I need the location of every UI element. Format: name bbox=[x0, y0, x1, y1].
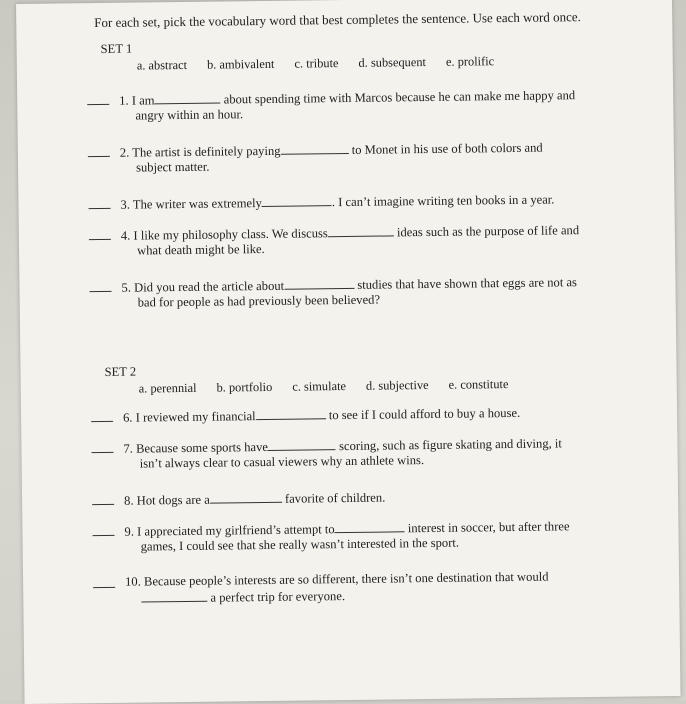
question-number: 7. bbox=[123, 441, 134, 456]
word-option: d. subjective bbox=[365, 377, 429, 393]
question-continuation: angry within an hour. bbox=[135, 107, 244, 123]
question-text-after: about spending time with Marcos because he can make me happy and bbox=[223, 88, 576, 107]
question-text-after: favorite of children. bbox=[284, 490, 386, 506]
question-text-before: The artist is definitely paying bbox=[132, 143, 281, 160]
question-6 bbox=[99, 402, 639, 426]
question-9 bbox=[100, 516, 640, 555]
fill-in-blank[interactable] bbox=[141, 589, 207, 603]
word-option: b. ambivalent bbox=[206, 56, 275, 72]
question-text-after: interest in soccer, but after three bbox=[407, 519, 570, 536]
question-continuation: games, I could see that she really wasn’t interested in the sport. bbox=[140, 535, 460, 554]
word-option: e. prolific bbox=[445, 54, 495, 69]
answer-blank-9[interactable] bbox=[92, 523, 114, 536]
set-2-title: SET 2 bbox=[104, 364, 137, 379]
question-4 bbox=[97, 220, 637, 259]
question-number: 2. bbox=[119, 145, 130, 160]
fill-in-blank[interactable] bbox=[328, 223, 394, 237]
question-number: 9. bbox=[124, 524, 135, 539]
question-text-after: ideas such as the purpose of life and bbox=[396, 223, 580, 240]
question-text-before: Because people’s interests are so different, there isn’t one destination that would bbox=[143, 569, 549, 589]
answer-blank-2[interactable] bbox=[88, 144, 110, 157]
word-option: b. portfolio bbox=[216, 379, 273, 395]
word-option: d. subsequent bbox=[358, 55, 427, 70]
answer-blank-4[interactable] bbox=[89, 227, 111, 240]
fill-in-blank[interactable] bbox=[262, 193, 332, 207]
question-text-after: studies that have shown that eggs are not as bbox=[357, 275, 577, 292]
question-7 bbox=[99, 433, 639, 472]
fill-in-blank[interactable] bbox=[335, 519, 405, 533]
question-text-after: to see if I could afford to buy a house. bbox=[328, 405, 521, 423]
word-option: c. tribute bbox=[294, 56, 339, 71]
question-text-before: Because some sports have bbox=[135, 439, 269, 456]
word-option: c. simulate bbox=[292, 379, 347, 394]
question-text-before: Did you read the article about bbox=[134, 278, 285, 295]
question-text-before: I appreciated my girlfriend’s attempt to bbox=[137, 522, 335, 539]
set-1 bbox=[94, 35, 637, 311]
question-10 bbox=[101, 568, 641, 607]
fill-in-blank[interactable] bbox=[154, 91, 220, 105]
question-continuation: bad for people as had previously been believed? bbox=[137, 292, 381, 310]
worksheet-content bbox=[94, 8, 641, 627]
question-continuation: isn’t always clear to casual viewers why an athlete wins. bbox=[139, 453, 425, 471]
fill-in-blank[interactable] bbox=[210, 490, 282, 504]
instructions: For each set, pick the vocabulary word that best completes the sentence. Use each word once. bbox=[94, 9, 581, 31]
question-number: 6. bbox=[123, 410, 133, 425]
question-1 bbox=[95, 85, 635, 124]
question-text-before: Hot dogs are a bbox=[136, 492, 210, 508]
question-8 bbox=[100, 485, 640, 509]
question-text-after: scoring, such as figure skating and diving, it bbox=[338, 436, 562, 454]
question-number: 1. bbox=[119, 93, 129, 108]
set-2 bbox=[98, 358, 641, 607]
question-number: 3. bbox=[120, 197, 131, 212]
question-text-after: to Monet in his use of both colors and bbox=[351, 140, 543, 157]
answer-blank-1[interactable] bbox=[87, 92, 109, 105]
question-text-after: . I can’t imagine writing ten books in a year. bbox=[331, 192, 555, 210]
question-text-before: I am bbox=[131, 93, 155, 108]
question-2 bbox=[96, 137, 636, 176]
fill-in-blank[interactable] bbox=[284, 276, 354, 290]
answer-blank-5[interactable] bbox=[89, 279, 111, 292]
answer-blank-3[interactable] bbox=[88, 196, 110, 209]
worksheet-page bbox=[16, 0, 681, 704]
word-option: a. abstract bbox=[136, 57, 188, 73]
question-continuation: subject matter. bbox=[135, 159, 210, 175]
word-option: a. perennial bbox=[138, 380, 197, 396]
set-1-title: SET 1 bbox=[100, 41, 133, 56]
fill-in-blank[interactable] bbox=[256, 406, 326, 420]
word-option: e. constitute bbox=[448, 377, 509, 392]
question-number: 8. bbox=[124, 493, 134, 508]
fill-in-blank[interactable] bbox=[268, 437, 336, 451]
answer-blank-8[interactable] bbox=[92, 492, 114, 505]
question-number: 5. bbox=[121, 280, 132, 295]
question-number: 10. bbox=[125, 574, 141, 589]
question-3 bbox=[96, 189, 636, 213]
answer-blank-10[interactable] bbox=[93, 575, 115, 588]
answer-blank-6[interactable] bbox=[91, 409, 113, 422]
fill-in-blank[interactable] bbox=[280, 141, 348, 155]
question-text-before: I reviewed my financial bbox=[135, 409, 256, 425]
question-text-before: I like my philosophy class. We discuss bbox=[133, 226, 328, 243]
question-continuation: a perfect trip for everyone. bbox=[210, 589, 346, 605]
question-continuation: what death might be like. bbox=[136, 241, 265, 258]
question-text-before: The writer was extremely bbox=[132, 196, 262, 212]
answer-blank-7[interactable] bbox=[91, 440, 113, 453]
question-5 bbox=[97, 272, 637, 311]
question-number: 4. bbox=[120, 228, 131, 243]
